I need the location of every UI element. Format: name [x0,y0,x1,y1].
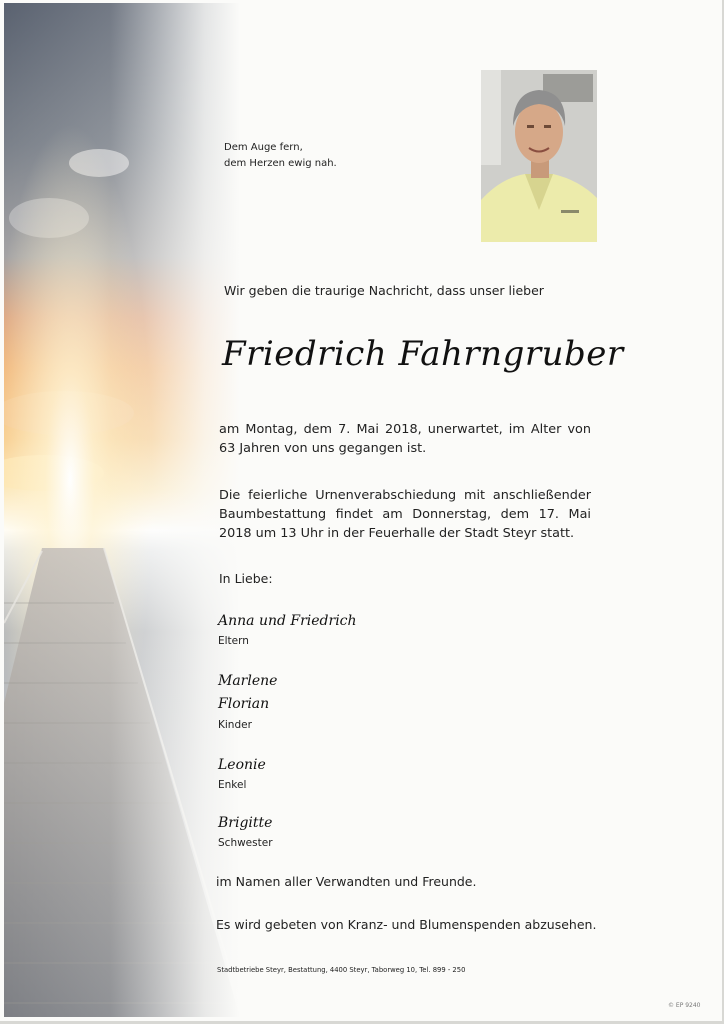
mourner-child-2-name: Florian [218,696,270,712]
death-notice-paragraph: am Montag, dem 7. Mai 2018, unerwartet, im Alter von 63 Jahren von uns gegangen ist. [219,422,591,456]
mourner-sister-name: Brigitte [218,815,273,831]
motto-line-2: dem Herzen ewig nah. [224,158,337,169]
on-behalf-line: im Namen aller Verwandten und Freunde. [216,874,477,889]
mourner-child-1-name: Marlene [218,673,278,689]
sunset-jetty-image [4,3,240,1017]
mourner-grandchild-relation: Enkel [218,779,247,791]
mourner-parents-names: Anna und Friedrich [218,613,357,629]
deceased-name: Friedrich Fahrngruber [222,334,624,374]
mourner-children-relation: Kinder [218,719,252,731]
ceremony-paragraph: Die feierliche Urnenverabschiedung mit anschließender Baumbestattung findet am Donnerstag, dem 17. Mai 2018 um 13 Uhr in der Feuerhalle der Stadt Steyr statt. [219,488,591,541]
template-code: © EP 9240 [668,1002,701,1009]
motto [224,140,337,172]
mourner-parents-relation: Eltern [218,635,249,647]
deceased-portrait [481,70,597,242]
funeral-home-footer: Stadtbetriebe Steyr, Bestattung, 4400 Steyr, Taborweg 10, Tel. 899 - 250 [217,966,466,974]
mourner-grandchild-name: Leonie [218,757,266,773]
intro-text: Wir geben die traurige Nachricht, dass unser lieber [224,283,544,298]
donation-note: Es wird gebeten von Kranz- und Blumenspenden abzusehen. [216,917,597,932]
mourner-sister-relation: Schwester [218,837,273,849]
in-love-heading: In Liebe: [219,571,273,586]
motto-line-1: Dem Auge fern, [224,142,303,153]
